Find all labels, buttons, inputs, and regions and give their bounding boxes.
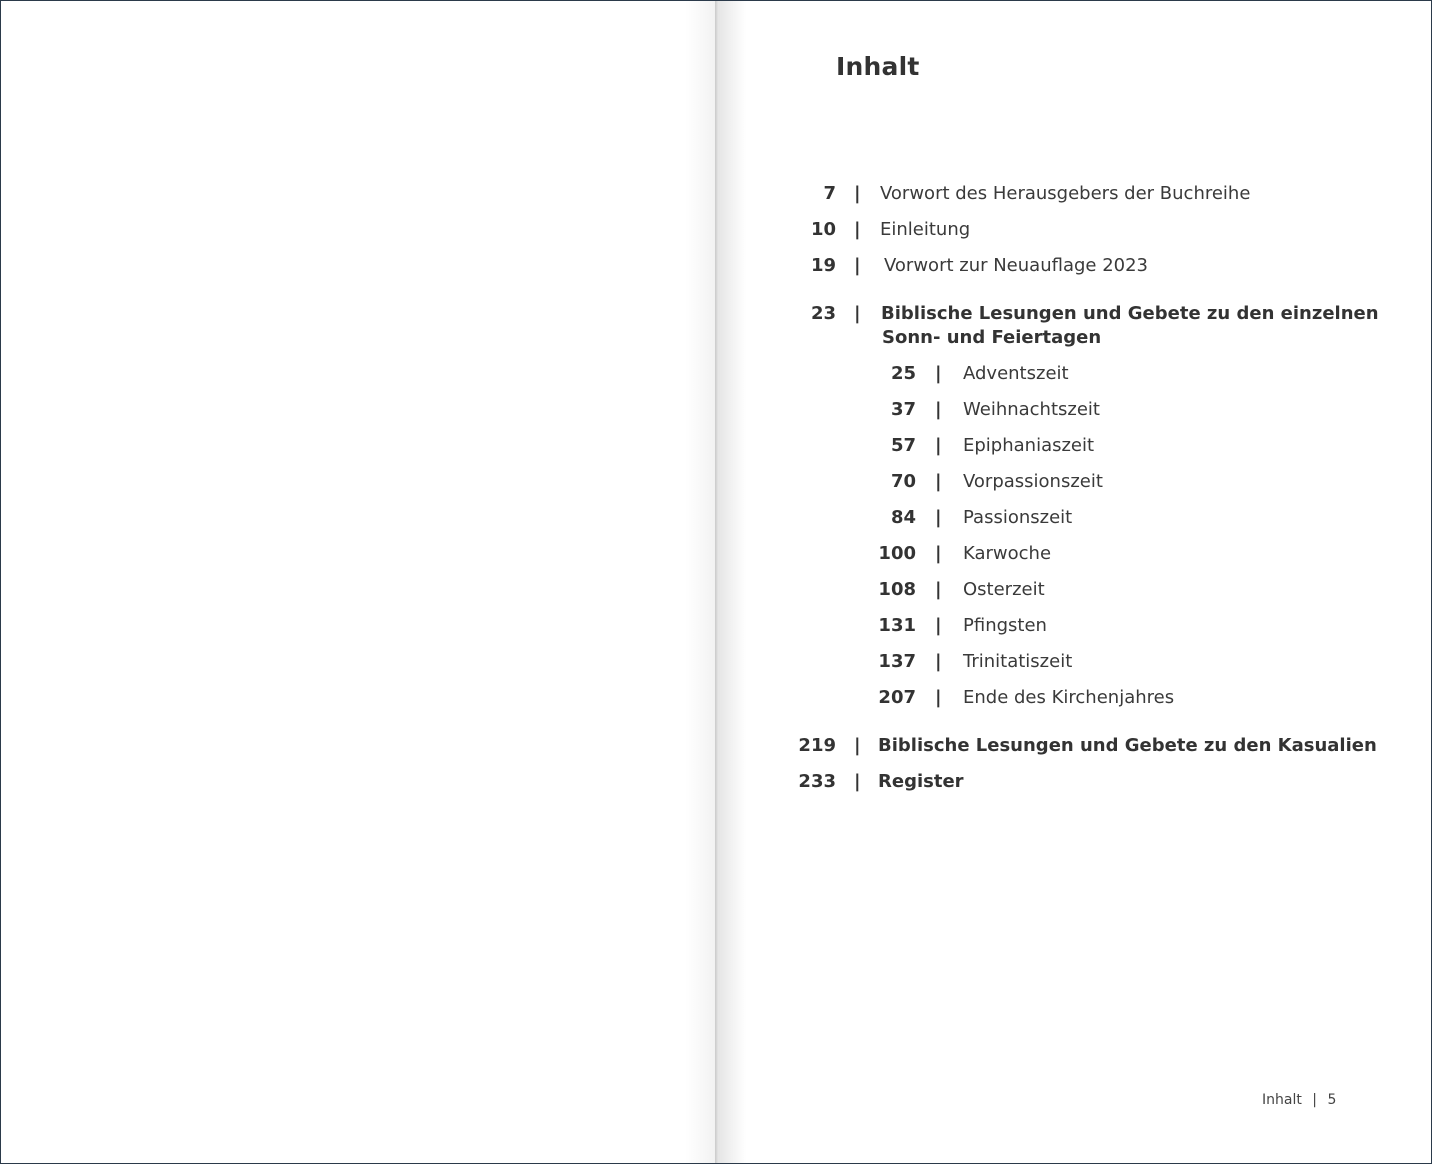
toc-label: Ende des Kirchenjahres (963, 687, 1175, 708)
toc-separator: | (854, 183, 861, 204)
toc-separator: | (935, 579, 942, 600)
toc-label: Vorpassionszeit (963, 471, 1103, 492)
footer-page-number: 5 (1327, 1092, 1337, 1108)
toc-separator: | (854, 219, 861, 240)
toc-separator: | (935, 471, 942, 492)
left-page-blank (1, 1, 715, 1163)
gutter-shadow-left (685, 1, 715, 1163)
toc-page-number: 100 (878, 543, 916, 564)
toc-page-number: 131 (878, 615, 916, 636)
toc-label: Adventszeit (963, 363, 1069, 384)
toc-page-number: 233 (798, 771, 836, 792)
toc-page-number: 23 (810, 303, 836, 324)
toc-separator: | (935, 399, 942, 420)
toc-label: Trinitatiszeit (963, 651, 1073, 672)
footer-separator: | (1312, 1092, 1318, 1108)
toc-separator: | (935, 363, 942, 384)
toc-label: Register (878, 771, 964, 792)
toc-label: Epiphaniaszeit (963, 435, 1095, 456)
toc-label: Vorwort zur Neuauflage 2023 (884, 255, 1149, 276)
toc-separator: | (935, 543, 942, 564)
toc-page-number: 219 (798, 735, 836, 756)
toc-label: Vorwort des Herausgebers der Buchreihe (880, 183, 1251, 204)
toc-label: Einleitung (880, 219, 971, 240)
toc-separator: | (854, 255, 861, 276)
toc-page-number: 19 (810, 255, 836, 276)
toc-label: Biblische Lesungen und Gebete zu den Kasualien (878, 735, 1377, 756)
toc-page-number: 207 (878, 687, 916, 708)
page-footer (1262, 1092, 1336, 1108)
toc-separator: | (935, 615, 942, 636)
book-spread (1, 1, 1431, 1163)
toc-page-number: 57 (890, 435, 916, 456)
toc-page-number: 70 (890, 471, 916, 492)
toc-page-number: 137 (878, 651, 916, 672)
toc-separator: | (935, 651, 942, 672)
toc-page-number: 37 (890, 399, 916, 420)
toc-label: Karwoche (963, 543, 1052, 564)
toc-separator: | (854, 303, 861, 324)
toc-page-number: 108 (878, 579, 916, 600)
right-page (715, 1, 1431, 1163)
page-title: Inhalt (836, 52, 920, 81)
toc-separator: | (854, 735, 861, 756)
toc-separator: | (935, 435, 942, 456)
toc-label: Osterzeit (963, 579, 1045, 600)
toc-label: Weihnachtszeit (963, 399, 1100, 420)
gutter-shadow-right (718, 1, 746, 1163)
toc-label: Biblische Lesungen und Gebete zu den einzelnen (881, 303, 1379, 324)
toc-separator: | (854, 771, 861, 792)
toc-label: Pfingsten (963, 615, 1047, 636)
toc-label-continued: Sonn- und Feiertagen (882, 327, 1102, 348)
toc-page-number: 10 (810, 219, 836, 240)
footer-section-name: Inhalt (1262, 1092, 1302, 1108)
toc-page-number: 25 (890, 363, 916, 384)
toc-label: Passionszeit (963, 507, 1073, 528)
toc-page-number: 7 (823, 183, 836, 204)
toc-separator: | (935, 687, 942, 708)
toc-page-number: 84 (890, 507, 916, 528)
toc-separator: | (935, 507, 942, 528)
